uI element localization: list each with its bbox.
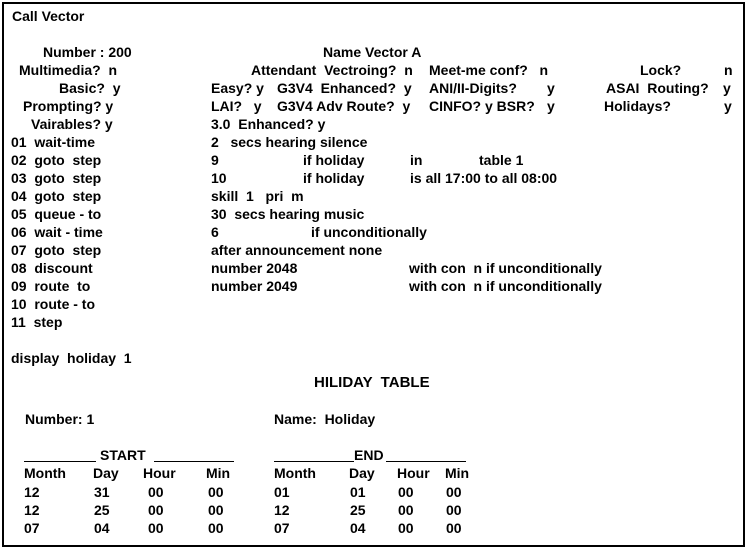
step-command: 02 goto step [11, 152, 102, 168]
option-lock-label: Lock? [640, 62, 682, 78]
option-asai-routing-value: y [723, 80, 731, 96]
step-argument: after announcement none [211, 242, 383, 258]
table-cell: 00 [148, 502, 164, 518]
option-g3v4-adv-route: G3V4 Adv Route? y [277, 98, 411, 114]
start-label: START [100, 447, 146, 463]
end-underline-right [386, 461, 466, 462]
screen-title: Call Vector [12, 8, 85, 24]
step-table: table 1 [479, 152, 524, 168]
step-argument: number 2049 [211, 278, 298, 294]
table-cell: 25 [94, 502, 110, 518]
option-ani-ii-digits-value: y [547, 80, 555, 96]
table-cell: 00 [208, 484, 224, 500]
step-command: 08 discount [11, 260, 93, 276]
step-condition: with con n if unconditionally [409, 278, 602, 294]
step-command: 01 wait-time [11, 134, 96, 150]
table-cell: 00 [398, 520, 414, 536]
table-cell: 00 [398, 484, 414, 500]
option-holidays-value: y [724, 98, 732, 114]
table-cell: 00 [446, 520, 462, 536]
end-label: END [354, 447, 384, 463]
start-underline-right [154, 461, 234, 462]
table-cell: 12 [24, 484, 40, 500]
table-cell: 00 [446, 502, 462, 518]
step-command: 09 route to [11, 278, 91, 294]
table-cell: 00 [446, 484, 462, 500]
option-cinfo-bsr: CINFO? y BSR? [429, 98, 535, 114]
option-asai-routing-label: ASAI Routing? [606, 80, 709, 96]
step-condition: with con n if unconditionally [409, 260, 602, 276]
column-header-hour: Hour [143, 465, 176, 481]
step-time-range: is all 17:00 to all 08:00 [410, 170, 558, 186]
column-header-hour: Hour [397, 465, 430, 481]
step-argument: 6 [211, 224, 219, 240]
table-cell: 01 [274, 484, 290, 500]
option-cinfo-bsr-value: y [547, 98, 555, 114]
table-cell: 07 [274, 520, 290, 536]
table-cell: 25 [350, 502, 366, 518]
table-cell: 00 [148, 520, 164, 536]
step-condition: if holiday [303, 170, 365, 186]
step-command: 05 queue - to [11, 206, 102, 222]
option-easy: Easy? y [211, 80, 264, 96]
holiday-number: Number: 1 [25, 411, 95, 427]
end-underline-left [274, 461, 354, 462]
column-header-min: Min [206, 465, 231, 481]
option-lock-value: n [724, 62, 733, 78]
option-3-0-enhanced: 3.0 Enhanced? y [211, 116, 326, 132]
table-cell: 00 [398, 502, 414, 518]
step-operator: in [410, 152, 423, 168]
option-holidays-label: Holidays? [604, 98, 671, 114]
option-ani-ii-digits: ANI/II-Digits? [429, 80, 517, 96]
step-condition: if holiday [303, 152, 365, 168]
column-header-day: Day [93, 465, 119, 481]
option-multimedia: Multimedia? n [19, 62, 117, 78]
holiday-name: Name: Holiday [274, 411, 376, 427]
option-vairables: Vairables? y [31, 116, 113, 132]
column-header-month: Month [274, 465, 316, 481]
step-condition: if unconditionally [311, 224, 427, 240]
table-cell: 31 [94, 484, 110, 500]
table-cell: 00 [208, 520, 224, 536]
option-attendant-vectoring: Attendant Vectroing? n [251, 62, 413, 78]
step-command: 03 goto step [11, 170, 102, 186]
column-header-month: Month [24, 465, 66, 481]
step-command: 10 route - to [11, 296, 96, 312]
table-cell: 07 [24, 520, 40, 536]
table-cell: 01 [350, 484, 366, 500]
display-command: display holiday 1 [11, 350, 132, 366]
table-cell: 00 [208, 502, 224, 518]
step-argument: number 2048 [211, 260, 298, 276]
table-cell: 04 [350, 520, 366, 536]
step-argument: 30 secs hearing music [211, 206, 365, 222]
step-argument: 2 secs hearing silence [211, 134, 368, 150]
step-command: 06 wait - time [11, 224, 103, 240]
step-argument: 9 [211, 152, 219, 168]
step-command: 07 goto step [11, 242, 102, 258]
table-cell: 00 [148, 484, 164, 500]
vector-name: Name Vector A [323, 44, 422, 60]
table-cell: 12 [24, 502, 40, 518]
option-lai: LAI? y [211, 98, 262, 114]
step-command: 11 step [11, 314, 63, 330]
column-header-min: Min [445, 465, 470, 481]
option-g3v4-enhanced: G3V4 Enhanced? y [277, 80, 412, 96]
step-command: 04 goto step [11, 188, 102, 204]
step-argument: skill 1 pri m [211, 188, 304, 204]
option-basic: Basic? y [59, 80, 121, 96]
start-underline-left [24, 461, 96, 462]
option-prompting: Prompting? y [23, 98, 114, 114]
table-cell: 04 [94, 520, 110, 536]
step-argument: 10 [211, 170, 227, 186]
table-cell: 12 [274, 502, 290, 518]
option-meet-me-conf: Meet-me conf? n [429, 62, 549, 78]
column-header-day: Day [349, 465, 375, 481]
holiday-table-title: HILIDAY TABLE [314, 374, 430, 391]
vector-number: Number : 200 [43, 44, 132, 60]
